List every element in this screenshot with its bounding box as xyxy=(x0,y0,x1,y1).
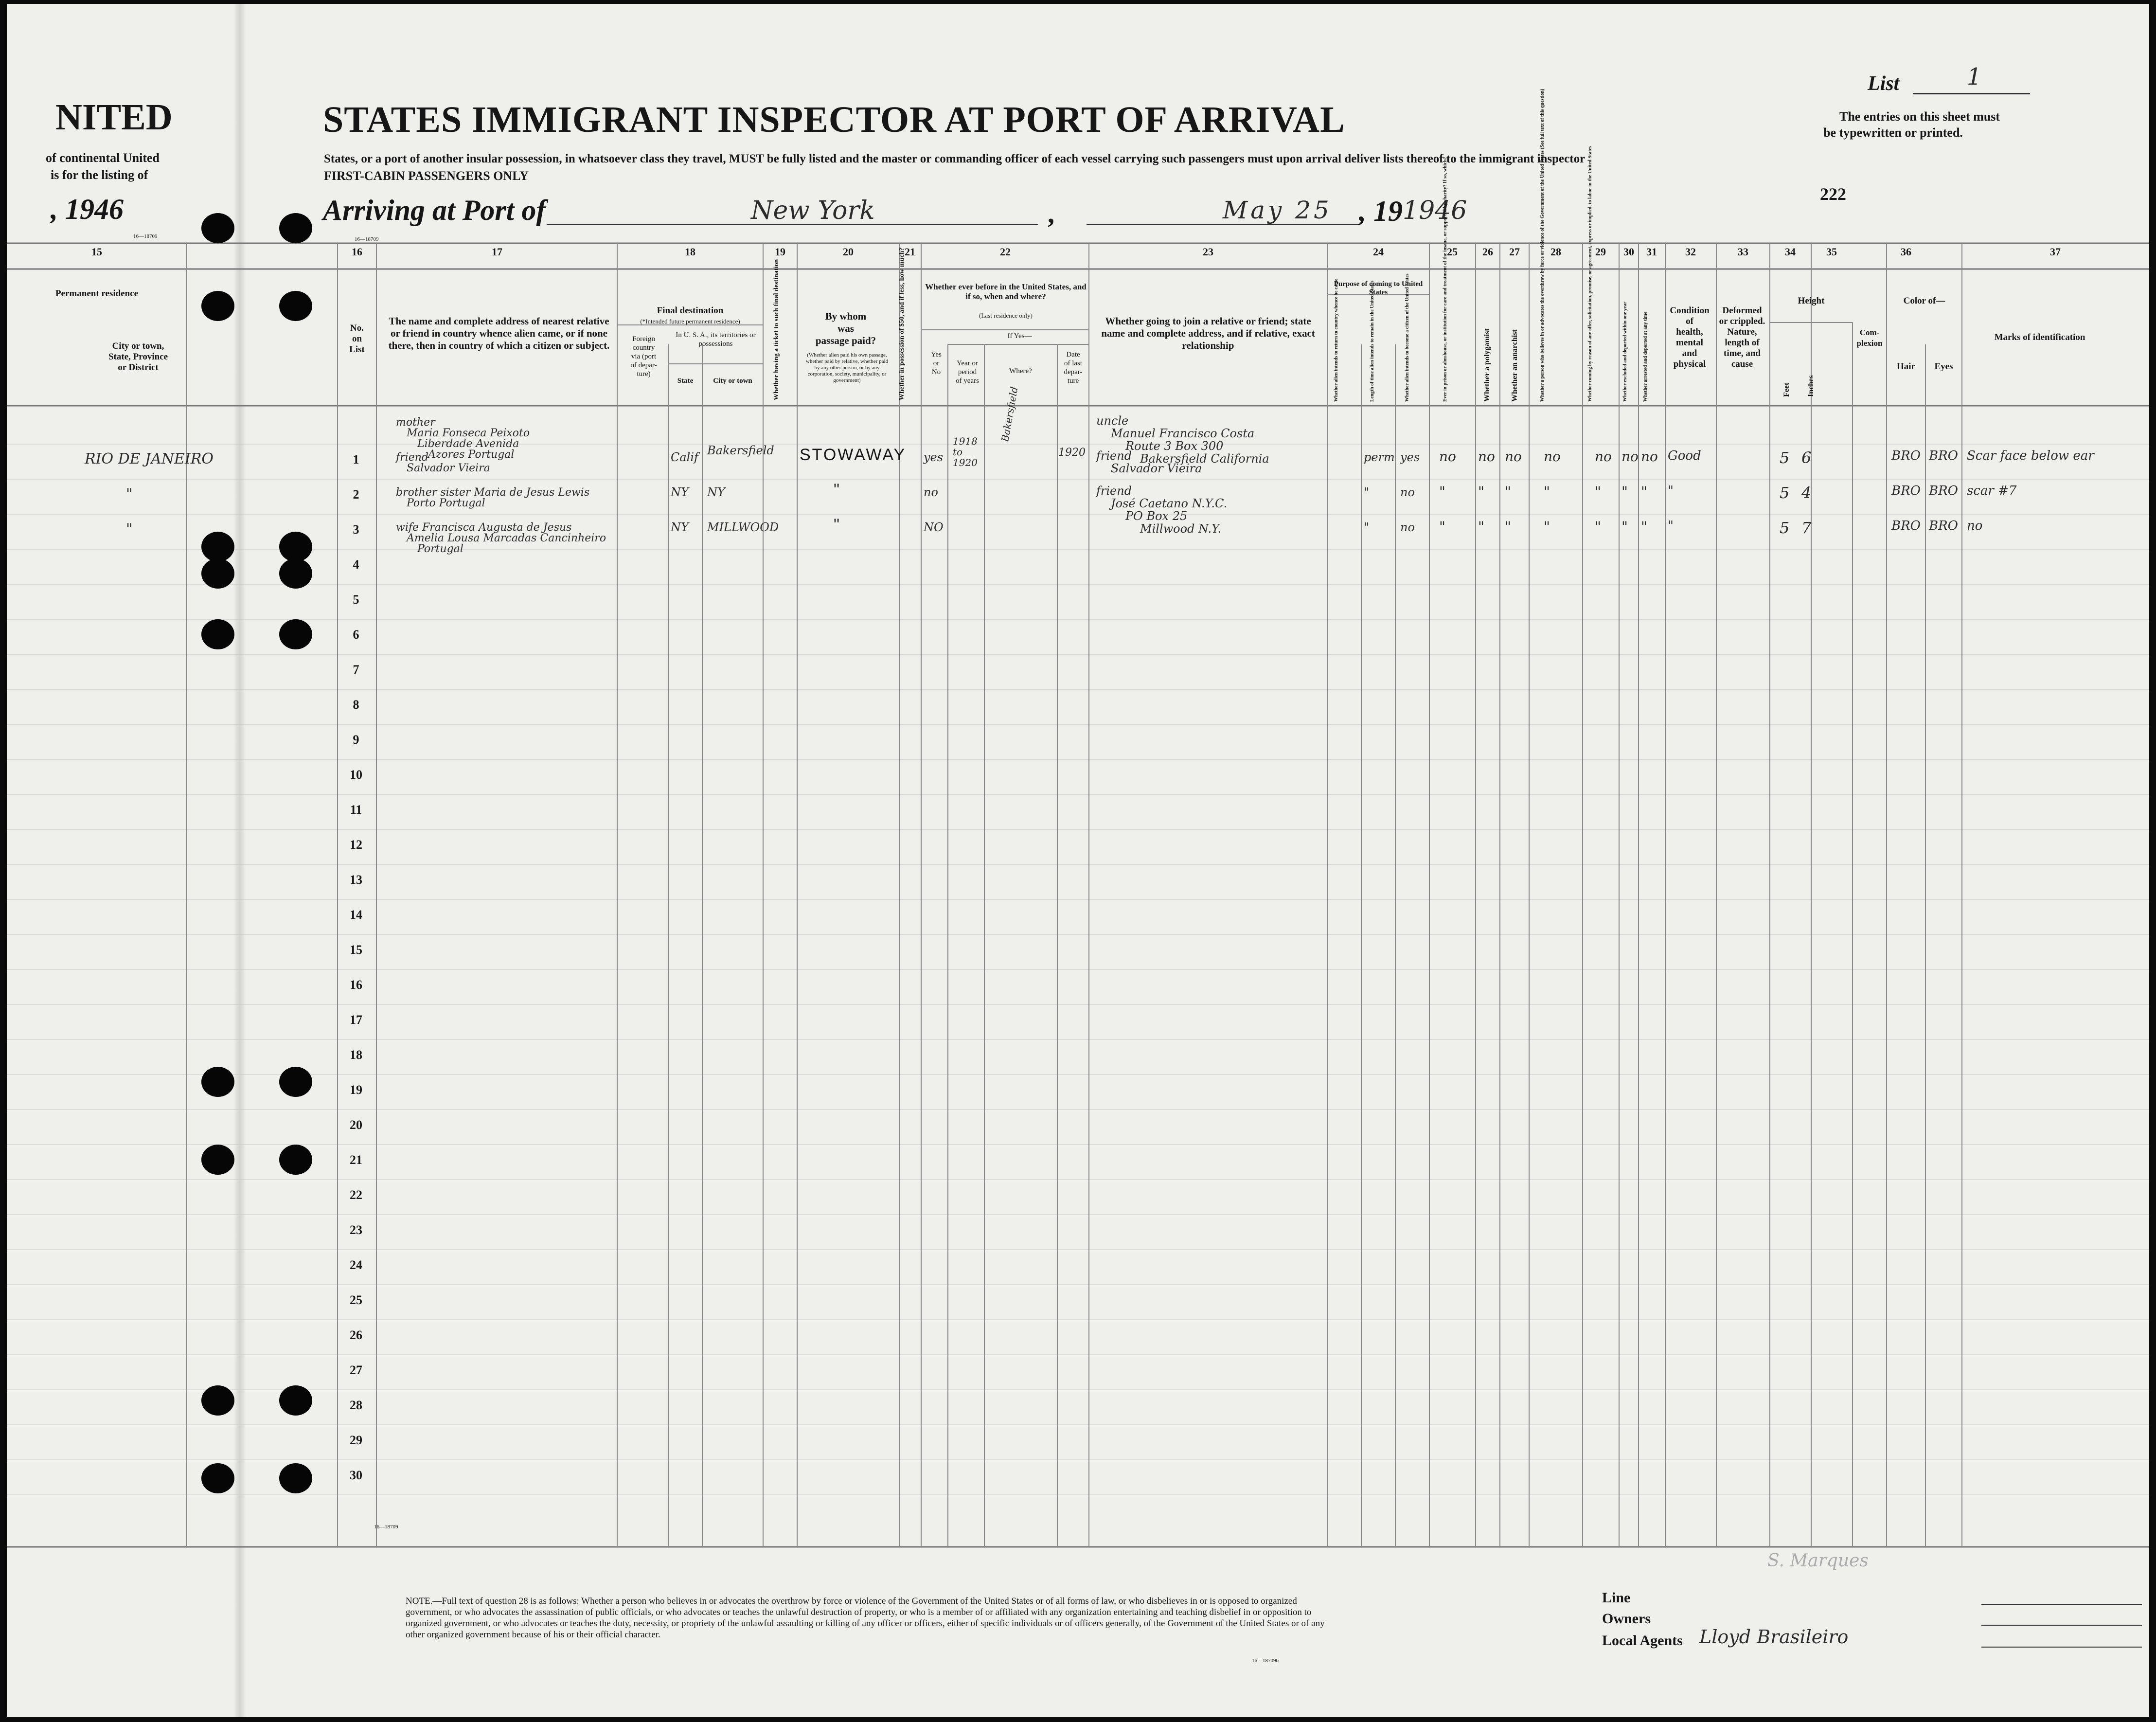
hair-color: BRO xyxy=(1891,448,1921,463)
c22-head: Whether ever before in the United States, and if so, when and where? xyxy=(925,282,1087,301)
join-relative-line: Salvador Vieira xyxy=(1111,462,1202,475)
eye-color: BRO xyxy=(1929,448,1958,463)
column-number: 18 xyxy=(685,246,695,258)
relative-address-line: brother sister Maria de Jesus Lewis xyxy=(396,486,590,499)
row-number: 14 xyxy=(350,908,362,922)
passage-paid-by: STOWAWAY xyxy=(800,446,907,464)
row-number: 27 xyxy=(350,1363,362,1377)
local-agents-label: Local Agents xyxy=(1602,1632,1683,1649)
left-line-2: is for the listing of xyxy=(51,168,148,182)
c32-head: Condition of health, mental and physical xyxy=(1670,305,1710,369)
column-number: 17 xyxy=(492,246,502,258)
c36-head: Color of— xyxy=(1903,296,1945,306)
form-code-top: 16—18709 xyxy=(355,236,379,242)
arriving-label: Arriving at Port of xyxy=(323,194,546,226)
intent-citizen: yes xyxy=(1400,450,1420,464)
column-number: 32 xyxy=(1685,246,1696,258)
answer-c29: " xyxy=(1595,484,1601,500)
row-number: 7 xyxy=(353,663,359,677)
c22-note: (Last residence only) xyxy=(979,312,1033,319)
row-number: 22 xyxy=(350,1188,362,1202)
row-number: 24 xyxy=(350,1258,362,1272)
column-number: 22 xyxy=(1000,246,1011,258)
c22-ifyes: If Yes— xyxy=(1007,332,1032,340)
answer-c28: " xyxy=(1544,484,1550,500)
column-number: 25 xyxy=(1447,246,1458,258)
height-inches: 4 xyxy=(1801,484,1812,502)
punch-hole xyxy=(279,1067,312,1097)
dest-state: NY xyxy=(671,485,689,499)
row-number: 28 xyxy=(350,1398,362,1412)
intent-permanent: " xyxy=(1364,520,1370,534)
row-number: 30 xyxy=(350,1468,362,1482)
row-number: 15 xyxy=(350,943,362,957)
join-relative-line: Route 3 Box 300 xyxy=(1125,439,1224,453)
c18-city: City or town xyxy=(713,377,752,385)
punch-hole xyxy=(201,1145,234,1175)
c15-sub-2: State, Province xyxy=(108,352,168,362)
answer-c27: " xyxy=(1505,519,1511,535)
answer-c29: " xyxy=(1595,519,1601,535)
row-number: 10 xyxy=(350,768,362,782)
column-number: 20 xyxy=(843,246,854,258)
dest-state: NY xyxy=(671,520,689,534)
column-number: 28 xyxy=(1550,246,1561,258)
answer-c25: " xyxy=(1439,519,1445,535)
join-relative-line: friend xyxy=(1096,449,1132,463)
row-number: 4 xyxy=(353,557,359,572)
c16-3: List xyxy=(349,344,365,355)
hair-color: BRO xyxy=(1891,519,1921,533)
column-number: 31 xyxy=(1646,246,1657,258)
height-feet: 5 xyxy=(1780,484,1790,502)
intent-permanent: perm xyxy=(1364,450,1395,464)
row-number: 9 xyxy=(353,733,359,747)
answer-c26: no xyxy=(1478,448,1495,465)
height-feet: 5 xyxy=(1780,519,1790,537)
c27-rot: Whether an anarchist xyxy=(1511,329,1519,402)
c18-state: State xyxy=(677,377,694,385)
column-number: 29 xyxy=(1595,246,1606,258)
c20-note: (Whether alien paid his own passage, whether paid by relative, whether paid by any other person, or by any corporation, society, municipality, or government) xyxy=(805,352,889,383)
arrival-year: 1946 xyxy=(1403,196,1467,225)
punch-hole xyxy=(201,532,234,562)
answer-c28: " xyxy=(1544,519,1550,535)
c18-head: Final destination xyxy=(657,305,724,316)
column-number: 23 xyxy=(1203,246,1213,258)
relative-address-line: Maria Fonseca Peixoto xyxy=(407,427,530,439)
row-number: 21 xyxy=(350,1153,362,1167)
answer-c27: " xyxy=(1505,484,1511,500)
c17-head: The name and complete address of nearest relative or friend in country whence alien came, or if none there, then in country of which a citizen or subject. xyxy=(388,315,610,351)
c18-note: (*Intended future permanent residence) xyxy=(640,318,740,325)
c23-head: Whether going to join a relative or friend; state name and complete address, and if relative, exact relationship xyxy=(1101,315,1315,351)
answer-c27: no xyxy=(1505,448,1522,465)
has-50-dollars: NO xyxy=(924,520,944,534)
answer-c25: " xyxy=(1439,484,1445,500)
row-number: 13 xyxy=(350,873,362,887)
c26-rot: Whether a polygamist xyxy=(1483,328,1491,402)
c15-head: Permanent residence xyxy=(55,288,139,299)
form-code-bottom-2: 16—18709b xyxy=(1252,1658,1279,1664)
row-number: 25 xyxy=(350,1293,362,1307)
c24-head: Purpose of coming to United States xyxy=(1334,280,1423,296)
punch-hole xyxy=(279,558,312,589)
dest-city: NY xyxy=(707,485,725,499)
typewritten-note-1: The entries on this sheet must xyxy=(1839,109,2000,124)
column-number: 34 xyxy=(1785,246,1796,258)
row-number: 18 xyxy=(350,1048,362,1062)
c24-rot-3: Whether alien intends to become a citizen of the United States xyxy=(1405,273,1410,402)
prior-year: 1918 to 1920 xyxy=(953,435,978,468)
row-number: 26 xyxy=(350,1328,362,1342)
column-number: 37 xyxy=(2050,246,2061,258)
column-number: 30 xyxy=(1623,246,1634,258)
punch-hole xyxy=(201,213,234,243)
row-number: 11 xyxy=(350,803,362,817)
health-condition: " xyxy=(1668,519,1674,533)
has-50-dollars: yes xyxy=(924,450,944,464)
intent-citizen: no xyxy=(1400,520,1415,534)
left-line-1: of continental United xyxy=(46,151,160,165)
punch-hole xyxy=(279,619,312,649)
c31-rot: Whether arrested and deported at any time xyxy=(1643,311,1648,402)
identification-marks: no xyxy=(1967,519,1983,533)
punch-hole xyxy=(279,1463,312,1493)
c21-rot: Whether in possession of $50, and if less, how much? xyxy=(898,247,906,400)
column-number: 36 xyxy=(1901,246,1911,258)
c34-inches: Inches xyxy=(1807,375,1815,397)
c20-head: By whom was passage paid? xyxy=(815,310,876,346)
health-condition: Good xyxy=(1668,448,1701,463)
relative-address-line: Azores Portugal xyxy=(428,448,515,461)
ledger-grid xyxy=(7,4,2149,1717)
join-relative-line: friend xyxy=(1096,484,1132,498)
c15-sub-3: or District xyxy=(118,362,159,373)
column-number: 26 xyxy=(1482,246,1493,258)
has-50-dollars: no xyxy=(924,485,938,499)
form-code-bottom: 16—18709 xyxy=(374,1524,398,1530)
prior-date: 1920 xyxy=(1058,447,1086,459)
relative-address-line: mother xyxy=(396,416,435,429)
join-relative-line: uncle xyxy=(1096,414,1129,428)
punch-hole xyxy=(279,1145,312,1175)
punch-hole xyxy=(201,1463,234,1493)
column-number: 21 xyxy=(905,246,915,258)
relative-address-line: wife Francisca Augusta de Jesus xyxy=(396,521,572,534)
row-number: 5 xyxy=(353,592,359,607)
c34-head: Height xyxy=(1798,296,1825,306)
c34-feet: Feet xyxy=(1782,382,1791,397)
answer-c31: no xyxy=(1641,448,1658,465)
c19-rot: Whether having a ticket to such final destination xyxy=(773,259,780,400)
relative-address-line: Portugal xyxy=(417,543,463,555)
row-number: 17 xyxy=(350,1013,362,1027)
arrival-date: May 25 xyxy=(1223,196,1332,224)
prior-where: Bakersfield xyxy=(999,385,1020,443)
health-condition: " xyxy=(1668,484,1674,498)
column-number: 27 xyxy=(1509,246,1520,258)
answer-c26: " xyxy=(1478,484,1484,500)
punch-hole xyxy=(201,558,234,589)
answer-c31: " xyxy=(1641,519,1647,535)
header-subline: States, or a port of another insular possession, in whatsoever class they travel, MUST be fully listed and the master or commanding officer of each vessel carrying such passengers must upon arrival deliver lists thereof to the immigrant inspector xyxy=(324,152,1586,165)
typewritten-note-2: be typewritten or printed. xyxy=(1823,126,1963,140)
residence-city: " xyxy=(126,485,133,502)
c22-year: Year or period of years xyxy=(956,359,979,385)
row-number: 29 xyxy=(350,1433,362,1447)
eye-color: BRO xyxy=(1929,484,1958,498)
column-number: 15 xyxy=(91,246,102,258)
residence-city: RIO DE JANEIRO xyxy=(85,450,214,467)
relative-address-line: Liberdade Avenida xyxy=(417,438,519,450)
sheet-number: 222 xyxy=(1820,184,1846,204)
c16-2: on xyxy=(352,334,362,344)
join-relative-line: PO Box 25 xyxy=(1125,509,1188,523)
c33-head: Deformed or crippled. Nature, length of time, and cause xyxy=(1719,305,1765,369)
punch-hole xyxy=(279,291,312,321)
c24-rot-1: Whether alien intends to return to country whence he came xyxy=(1334,278,1339,402)
column-number: 19 xyxy=(775,246,785,258)
row-number: 6 xyxy=(353,628,359,642)
eye-color: BRO xyxy=(1929,519,1958,533)
answer-c29: no xyxy=(1595,448,1612,465)
answer-c26: " xyxy=(1478,519,1484,535)
join-relative-line: Manuel Francisco Costa xyxy=(1111,427,1255,440)
punch-hole xyxy=(201,619,234,649)
left-title-fragment: NITED xyxy=(55,97,173,138)
row-number: 16 xyxy=(350,978,362,992)
c22-yesno: Yes or No xyxy=(931,351,942,376)
row-number: 8 xyxy=(353,698,359,712)
height-inches: 7 xyxy=(1801,519,1812,537)
dest-city: MILLWOOD xyxy=(707,520,779,534)
c37-head: Marks of identification xyxy=(1994,332,2085,342)
c22-date: Date of last depar- ture xyxy=(1064,351,1083,385)
relative-address-line: Porto Portugal xyxy=(407,497,485,509)
dest-state: Calif xyxy=(671,450,698,464)
row-number: 23 xyxy=(350,1223,362,1237)
relative-address-line: Salvador Vieira xyxy=(407,462,490,474)
manifest-sheet: NITED of continental United is for the listing of , 1946 STATES IMMIGRANT INSPECTOR AT PORT OF ARRIVAL States, or a port of another insular possession, in whatsoever class they travel, MUST be fully listed and the master or commanding officer of each vessel carrying such passengers must upon arrival deliver lists thereof to the immigrant inspector FIRST-CABIN PASSENGERS ONLY List 1 The entries on this sheet must be typewritten or printed. 222 Arriving at Port of New York , May 25 , 19 1946 16—18709 16—18709 15 16 17 18 19 20 21 22 23 24 25 26 27 28 29 30 31 32 33 34 35 36 37 Permanent residence City or town, State, Province or District No. on List The name and complete address of nearest relative or friend in country whence alien came, or if none there, then in country of which a citizen or subject. Final destination (*Intended future permanent residence) Foreign country via (port of depar- ture) In U. S. A., its territories or possessions State City or town Whether having a ticket to such final destination By whom was passage paid? (Whether alien paid his own passage, whether paid by relative, whether paid by any other person, or by any corporation, society, municipality, or government) Whether in possession of $50, and if less, how much? Whether ever before in the United States, and if so, when and where? (Last residence only) If Yes— Yes or No Year or period of years Where? Date of last depar- ture Whether going to join a relative or friend; state name and complete address, and if relative, exact relationship Purpose of coming to United States Whether alien intends to return to country whence he came Length of time alien intends to remain in the United States Whether alien intends to become a citizen of the United States Ever in prison or almshouse, or institution for care and treatment of the insane, or supported by charity? If so, which? Whether a polygamist Whether an anarchist Whether a person who believes in or advocates the overthrow by force or violence of the Government of the United States (See full text of this question) Whether coming by reason of any offer, solicitation, promise, or agreement, express or implied, to labor in the United States Whether excluded and deported within one year Whether arrested and deported at any time Condition of health, mental and physical Deformed or crippled. Nature, length of time, and cause Height Feet Inches Com- plexion Color of— Hair Eyes Marks of identification 1 2 3 4 5 6 7 8 9 10 11 12 13 14 15 16 17 18 19 20 21 22 23 24 25 26 27 28 29 30 RIO DE JANEIRO mother Maria Fonseca Peixoto Liberdade Avenida Azores Portugal Calif Bakersfield STOWAWAY yes 1918 to 1920 Bakersfield 1920 uncle Manuel Francisco Costa Route 3 Box 300 Bakersfield California perm yes no no no no no no no Good 5 6 BRO BRO Scar face below ear " friend Salvador Vieira NY NY " no friend Salvador Vieira " no " " " " " " " " 5 4 BRO BRO scar #7 " brother sister Maria de Jesus Lewis Porto Portugal NY MILLWOOD " NO friend José Caetano N.Y.C. PO Box 25 Millwood N.Y. " no " " " " " " " " 5 7 BRO BRO no wife Francisca Augusta de Jesus Amelia Lousa Marcadas Cancinheiro Portugal 16—18709 NOTE.—Full text of question 28 is as follows: Whether a person who believes in or advocates the overthrow by force or violence of the Government of the United States or of all forms of law, or who disbelieves in or is opposed to organized government, or who advocates the assassination of public officials, or who advocates or teaches the unlawful destruction of property, or who is a member of or affiliated with any organization entertaining and teaching disbelief in or opposition to organized government, or who advocates or teaches the duty, necessity, or propriety of the unlawful assaulting or killing of any officer or officers, either of specific individuals or of officers generally, of the Government of the United States or of any other organized government because of his or their official character. 16—18709b Line Owners Local Agents Lloyd Brasileiro S. Marques xyxy=(7,4,2149,1717)
c35-head: Com- plexion xyxy=(1856,328,1883,348)
intent-citizen: no xyxy=(1400,485,1415,499)
c36-eyes: Eyes xyxy=(1934,361,1953,372)
column-number: 33 xyxy=(1738,246,1748,258)
answer-c30: " xyxy=(1621,484,1628,500)
c15-sub-1: City or town, xyxy=(112,341,164,351)
row-number: 20 xyxy=(350,1118,362,1132)
join-relative-line: Millwood N.Y. xyxy=(1140,522,1222,536)
c18-foreign: Foreign country via (port of depar- ture) xyxy=(630,335,657,378)
list-number: 1 xyxy=(1967,63,1982,90)
left-date: , 1946 xyxy=(51,193,124,225)
join-relative-line: José Caetano N.Y.C. xyxy=(1111,497,1228,510)
page-title: STATES IMMIGRANT INSPECTOR AT PORT OF ARRIVAL xyxy=(323,99,1345,140)
port-value: New York xyxy=(751,196,875,225)
c18-usa: In U. S. A., its territories or possessions xyxy=(676,331,756,348)
c16-1: No. xyxy=(350,323,364,333)
punch-hole xyxy=(201,1385,234,1416)
height-feet: 5 xyxy=(1780,448,1790,467)
stamp-signature: S. Marques xyxy=(1767,1551,1869,1571)
identification-marks: Scar face below ear xyxy=(1967,448,2094,463)
owners-label: Owners xyxy=(1602,1611,1651,1627)
list-label: List xyxy=(1868,72,1900,95)
punch-hole xyxy=(201,291,234,321)
punch-hole xyxy=(279,532,312,562)
hair-color: BRO xyxy=(1891,484,1921,498)
relative-address-line: friend xyxy=(396,451,428,464)
punch-hole xyxy=(279,1385,312,1416)
answer-c30: " xyxy=(1621,519,1628,535)
row-number: 19 xyxy=(350,1083,362,1097)
question-28-note: NOTE.—Full text of question 28 is as follows: Whether a person who believes in or advocates the overthrow by force or violence of the Government of the United States or of all forms of law, or who disbelieves in or is opposed to organized government, or who advocates the assassination of public officials, or who advocates or teaches the unlawful destruction of property, or who is a member of or affiliated with any organization entertaining and teaching disbelief in or opposition to organized government, or who advocates or teaches the duty, necessity, or propriety of the unlawful assaulting or killing of any officer or officers, either of specific individuals or of officers generally, of the Government of the United States or of any other organized government because of his or their official character. xyxy=(406,1596,1325,1640)
row-number: 3 xyxy=(353,522,359,537)
answer-c30: no xyxy=(1621,448,1639,465)
answer-c31: " xyxy=(1641,484,1647,500)
c28-rot: Whether a person who believes in or advocates the overthrow by force or violence of the Government of the United States (See full text of this question) xyxy=(1540,89,1545,402)
relative-address-line: Amelia Lousa Marcadas Cancinheiro xyxy=(407,532,606,544)
intent-permanent: " xyxy=(1364,485,1370,499)
column-number: 24 xyxy=(1373,246,1384,258)
local-agents-value: Lloyd Brasileiro xyxy=(1699,1626,1849,1648)
answer-c25: no xyxy=(1439,448,1456,465)
c36-hair: Hair xyxy=(1897,361,1915,372)
row-number: 2 xyxy=(353,487,359,502)
height-inches: 6 xyxy=(1801,448,1812,467)
passage-paid-by: " xyxy=(834,516,841,534)
column-number: 16 xyxy=(352,246,362,258)
passage-paid-by: " xyxy=(834,481,841,499)
punch-hole xyxy=(279,213,312,243)
c22-where: Where? xyxy=(1009,367,1032,375)
punch-hole xyxy=(201,1067,234,1097)
cabin-class: FIRST-CABIN PASSENGERS ONLY xyxy=(324,169,529,183)
identification-marks: scar #7 xyxy=(1967,484,2017,498)
c24-rot-2: Length of time alien intends to remain in the United States xyxy=(1370,280,1375,402)
column-number: 35 xyxy=(1826,246,1837,258)
residence-city: " xyxy=(126,520,133,538)
form-code-top-left: 16—18709 xyxy=(133,233,158,239)
join-relative-line: Bakersfield California xyxy=(1140,452,1269,466)
row-number: 1 xyxy=(353,452,359,466)
c29-rot: Whether coming by reason of any offer, solicitation, promise, or agreement, express or implied, to labor in the United States xyxy=(1587,146,1593,402)
row-number: 12 xyxy=(350,838,362,852)
answer-c28: no xyxy=(1544,448,1561,465)
c30-rot: Whether excluded and deported within one year xyxy=(1622,302,1628,402)
dest-city: Bakersfield xyxy=(707,444,774,457)
c25-rot: Ever in prison or almshouse, or institution for care and treatment of the insane, or supported by charity? If so, which? xyxy=(1443,157,1448,402)
line-label: Line xyxy=(1602,1590,1631,1606)
